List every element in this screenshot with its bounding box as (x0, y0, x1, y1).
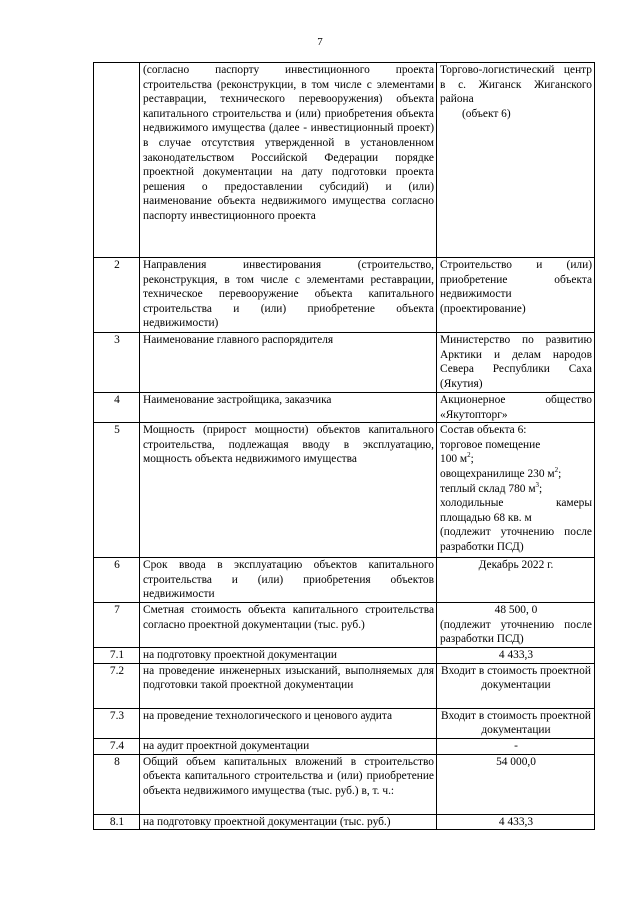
table-row (94, 393, 595, 423)
table-row (94, 558, 595, 603)
row-description: Мощность (прирост мощности) объектов капитального строительства, подлежащая вводу в эксплуатацию, мощность объекта недвижимого имущества (140, 423, 437, 558)
row-value (437, 603, 595, 648)
table-row (94, 603, 595, 648)
table-row (94, 738, 595, 754)
row-description: Срок ввода в эксплуатацию объектов капитального строительства и (или) приобретения объектов недвижимости (140, 558, 437, 603)
row-description: на проведение инженерных изысканий, выполняемых для подготовки такой проектной документации (140, 663, 437, 708)
row-number: 7.4 (94, 738, 140, 754)
row-value: Декабрь 2022 г. (437, 558, 595, 603)
row-description: (согласно паспорту инвестиционного проекта строительства (реконструкции, в том числе с элементами реставрации, технического перевооружения) объекта капитального строительства и (или) приобретения объекта недвижимого имущества (далее - инвестиционный проект) в случае отсутствия утвержденной в установленном законодательством Российской Федерации порядке проектной документации на дату подготовки проекта решения о предоставлении субсидий) и (или) наименование объекта недвижимого имущества согласно паспорту инвестиционного проекта (140, 63, 437, 258)
row-number: 7 (94, 603, 140, 648)
row-description: Наименование главного распорядителя (140, 333, 437, 393)
estimated-cost-note: (подлежит уточнению после разработки ПСД) (440, 618, 592, 646)
row-value: Строительство и (или) приобретение объекта недвижимости (проектирование) (437, 258, 595, 333)
capacity-intro: Состав объекта 6: (440, 424, 527, 437)
row-number: 5 (94, 423, 140, 558)
row-description: Наименование застройщика, заказчика (140, 393, 437, 423)
row-description: на подготовку проектной документации (тыс. руб.) (140, 814, 437, 830)
object-label: (объект 6) (462, 107, 511, 120)
row-value: 4 433,3 (437, 648, 595, 664)
row-value: Входит в стоимость проектной документации (437, 663, 595, 708)
table-row (94, 708, 595, 738)
table-row (94, 423, 595, 558)
row-value (437, 423, 595, 558)
row-description: Направления инвестирования (строительство, реконструкция, в том числе с элементами реставрации, техническое перевооружение объекта капитального строительства и (или) приобретение объекта недвижимости) (140, 258, 437, 333)
row-number: 6 (94, 558, 140, 603)
investment-project-table (93, 62, 595, 830)
row-description: Сметная стоимость объекта капитального строительства согласно проектной документации (тыс. руб.) (140, 603, 437, 648)
row-value: 4 433,3 (437, 814, 595, 830)
capacity-cold-rooms: холодильные камеры площадью 68 кв. м (440, 497, 592, 524)
table-row (94, 333, 595, 393)
row-number: 7.3 (94, 708, 140, 738)
row-number: 2 (94, 258, 140, 333)
capacity-note: (подлежит уточнению после разработки ПСД) (440, 526, 592, 553)
row-description: на подготовку проектной документации (140, 648, 437, 664)
capacity-warm-warehouse: теплый склад 780 $м^3$; (440, 480, 543, 495)
capacity-trade-label: торговое помещение (440, 438, 541, 451)
row-number: 8 (94, 754, 140, 814)
table-row (94, 258, 595, 333)
table-row (94, 754, 595, 814)
table-row (94, 814, 595, 830)
row-number: 7.1 (94, 648, 140, 664)
page-number: 7 (317, 36, 323, 48)
row-value: Министерство по развитию Арктики и делам народов Севера Республики Саха (Якутия) (437, 333, 595, 393)
row-value: Акционерное общество «Якутопторг» (437, 393, 595, 423)
row-description: Общий объем капитальных вложений в строительство объекта капитального строительства и (или) приобретение объекта недвижимого имущества (тыс. руб.) в, т. ч.: (140, 754, 437, 814)
row-value: 54 000,0 (437, 754, 595, 814)
row-number (94, 63, 140, 258)
capacity-trade-value: 100 $м^2$; (440, 451, 474, 466)
table-row (94, 663, 595, 708)
row-description: на проведение технологического и ценового аудита (140, 708, 437, 738)
row-number: 3 (94, 333, 140, 393)
table-row (94, 63, 595, 258)
row-number: 4 (94, 393, 140, 423)
row-number: 7.2 (94, 663, 140, 708)
row-description: на аудит проектной документации (140, 738, 437, 754)
object-name: Торгово-логистический центр в с. Жиганск Жиганского района (440, 64, 592, 106)
row-value: Входит в стоимость проектной документации (437, 708, 595, 738)
estimated-cost: 48 500, 0 (494, 604, 538, 617)
row-value (437, 63, 595, 258)
row-value: - (437, 738, 595, 754)
capacity-vegetable-store: овощехранилище 230 $м^2$; (440, 466, 562, 480)
row-number: 8.1 (94, 814, 140, 830)
table-row (94, 648, 595, 664)
